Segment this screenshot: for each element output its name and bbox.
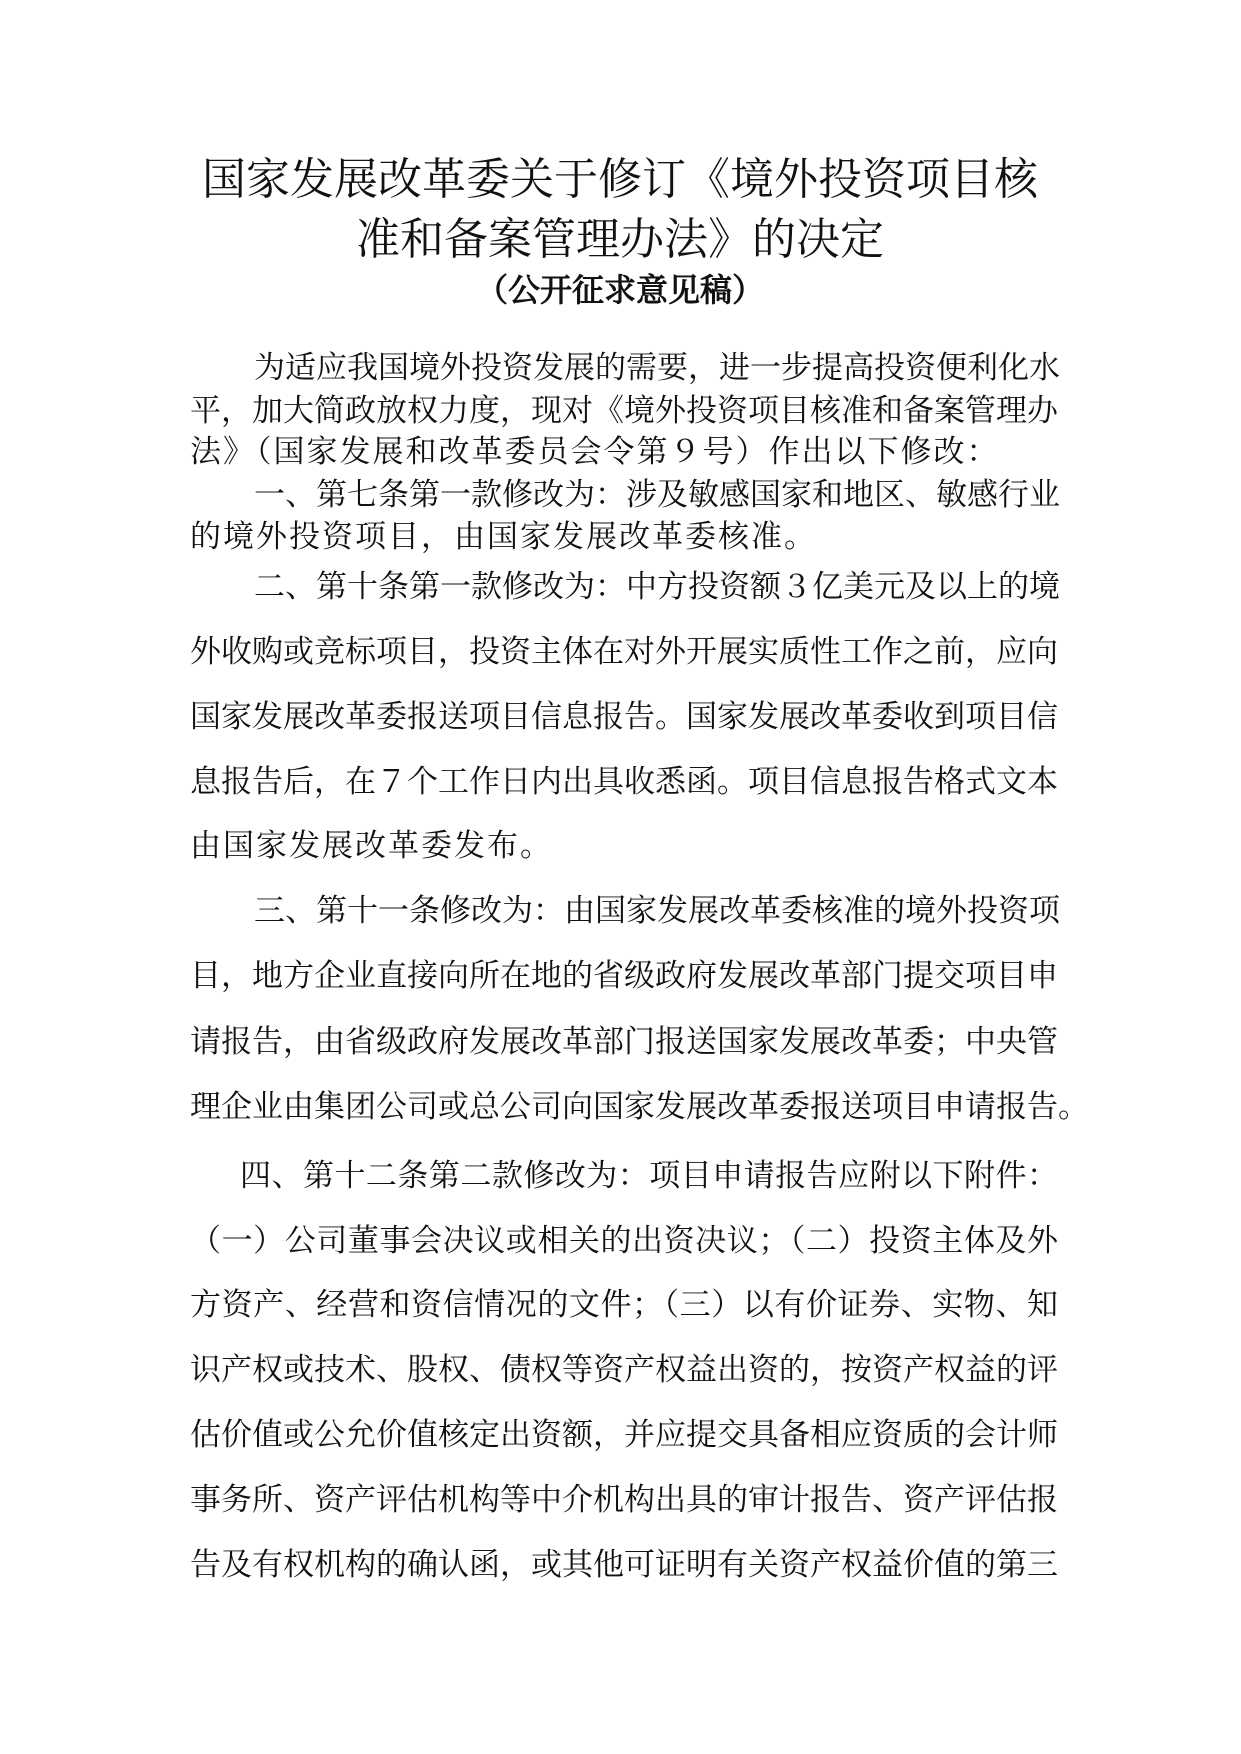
body-line: 一、第七条第一款修改为：涉及敏感国家和地区、敏感行业 (254, 477, 1060, 513)
body-line: 二、第十条第一款修改为：中方投资额３亿美元及以上的境 (254, 569, 1060, 605)
title-line: 准和备案管理办法》的决定 (356, 214, 884, 265)
body-line: 识产权或技术、股权、债权等资产权益出资的，按资产权益的评 (190, 1352, 1058, 1388)
body-line: 国家发展改革委报送项目信息报告。国家发展改革委收到项目信 (190, 699, 1058, 735)
body-line: 三、第十一条修改为：由国家发展改革委核准的境外投资项 (254, 893, 1060, 929)
body-line: 四、第十二条第二款修改为：项目申请报告应附以下附件： (240, 1158, 1058, 1194)
body-line: 息报告后，在７个工作日内出具收悉函。项目信息报告格式文本 (190, 764, 1058, 800)
body-line: 的境外投资项目，由国家发展改革委核准。 (190, 519, 817, 555)
body-line: 理企业由集团公司或总公司向国家发展改革委报送项目申请报告。 (190, 1089, 1089, 1125)
body-line: 外收购或竞标项目，投资主体在对外开展实质性工作之前，应向 (190, 634, 1058, 670)
body-line: 告及有权机构的确认函，或其他可证明有关资产权益价值的第三 (190, 1547, 1058, 1583)
body-line: 为适应我国境外投资发展的需要，进一步提高投资便利化水 (254, 350, 1060, 386)
body-line: 法》（国家发展和改革委员会令第９号）作出以下修改： (190, 434, 1000, 470)
body-line: 目，地方企业直接向所在地的省级政府发展改革部门提交项目申 (190, 958, 1058, 994)
body-line: 由国家发展改革委发布。 (190, 828, 553, 864)
body-line: 事务所、资产评估机构等中介机构出具的审计报告、资产评估报 (190, 1482, 1058, 1518)
body-line: 请报告，由省级政府发展改革部门报送国家发展改革委；中央管 (190, 1024, 1058, 1060)
body-line: （一）公司董事会决议或相关的出资决议；（二）投资主体及外 (190, 1223, 1058, 1259)
body-line: 平，加大简政放权力度，现对《境外投资项目核准和备案管理办 (190, 393, 1058, 429)
body-line: 方资产、经营和资信情况的文件；（三）以有价证券、实物、知 (190, 1287, 1058, 1323)
title-line: 国家发展改革委关于修订《境外投资项目核 (202, 154, 1038, 205)
document-subtitle: （公开征求意见稿） (475, 271, 764, 309)
body-line: 估价值或公允价值核定出资额，并应提交具备相应资质的会计师 (190, 1417, 1058, 1453)
